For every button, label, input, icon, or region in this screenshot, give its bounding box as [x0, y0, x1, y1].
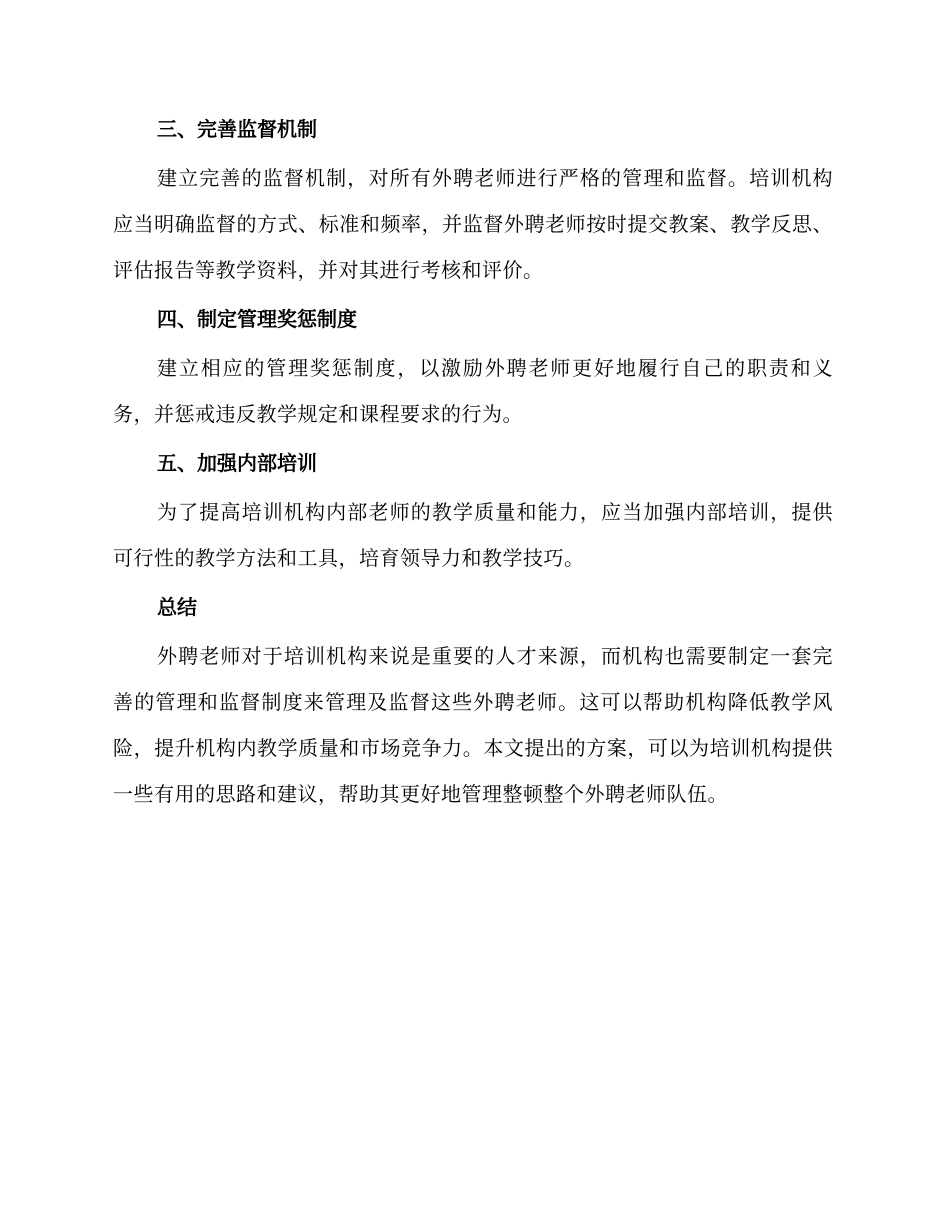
section-summary	[113, 591, 833, 817]
section-paragraph: 建立相应的管理奖惩制度，以激励外聘老师更好地履行自己的职责和义务，并惩戒违反教学规定和课程要求的行为。	[113, 356, 833, 426]
section-rewards-penalties	[113, 303, 833, 437]
section-heading: 三、完善监督机制	[157, 117, 317, 141]
section-supervision	[113, 113, 833, 293]
section-paragraph: 为了提高培训机构内部老师的教学质量和能力，应当加强内部培训，提供可行性的教学方法和工具，培育领导力和教学技巧。	[113, 500, 833, 570]
section-heading: 四、制定管理奖惩制度	[157, 307, 357, 331]
document-body	[113, 113, 833, 817]
section-paragraph: 建立完善的监督机制，对所有外聘老师进行严格的管理和监督。培训机构应当明确监督的方式、标准和频率，并监督外聘老师按时提交教案、教学反思、评估报告等教学资料，并对其进行考核和评价。	[113, 166, 833, 282]
section-internal-training	[113, 447, 833, 581]
section-paragraph: 外聘老师对于培训机构来说是重要的人才来源，而机构也需要制定一套完善的管理和监督制度来管理及监督这些外聘老师。这可以帮助机构降低教学风险，提升机构内教学质量和市场竞争力。本文提出的方案，可以为培训机构提供一些有用的思路和建议，帮助其更好地管理整顿整个外聘老师队伍。	[113, 644, 833, 806]
section-heading: 总结	[157, 595, 197, 619]
section-heading: 五、加强内部培训	[157, 451, 317, 475]
